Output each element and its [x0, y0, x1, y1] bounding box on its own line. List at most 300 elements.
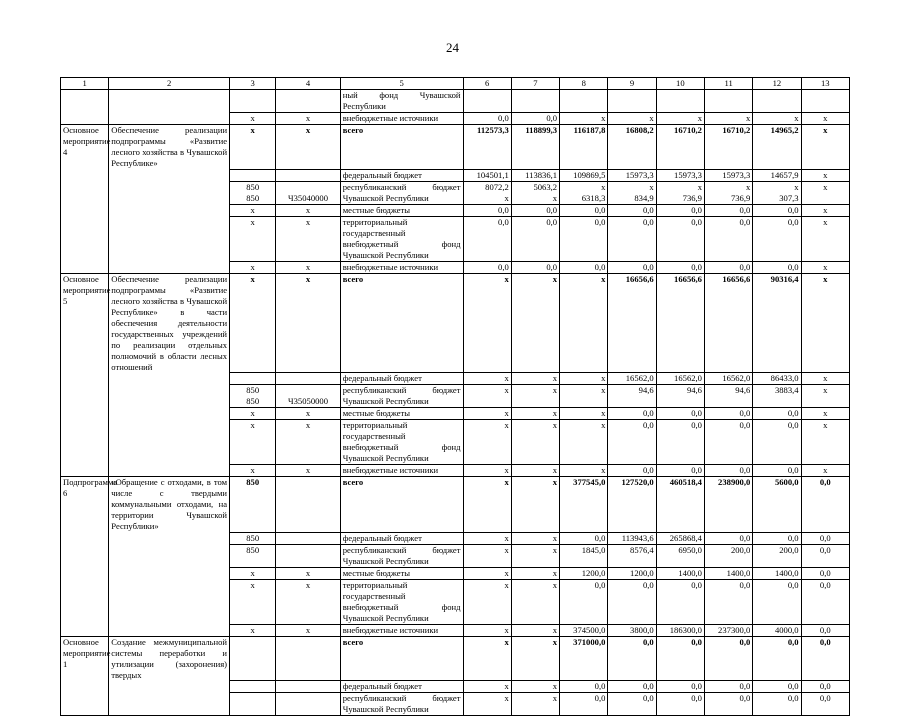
value-cell [230, 681, 276, 693]
value-cell [276, 169, 340, 181]
description-cell [109, 579, 230, 624]
description-cell [109, 216, 230, 261]
value-cell: 0,0 [656, 216, 704, 261]
column-header: 5 [340, 78, 463, 90]
value-cell [230, 373, 276, 385]
value-cell: 8576,4 [608, 544, 656, 567]
value-cell: 0,0 [801, 693, 849, 716]
value-cell: x [511, 579, 559, 624]
value-cell: x [230, 579, 276, 624]
value-cell: 0,0 [801, 544, 849, 567]
value-cell [276, 681, 340, 693]
value-cell: 16562,0 [704, 373, 752, 385]
value-cell: 6950,0 [656, 544, 704, 567]
value-cell: 15973,3 [656, 169, 704, 181]
value-cell: 0,0 [463, 113, 511, 125]
value-cell: x [560, 273, 608, 373]
source-cell: внебюджетные источники [340, 261, 463, 273]
program-cell [61, 567, 109, 579]
value-cell: 0,0 [704, 636, 752, 681]
value-cell: x [801, 261, 849, 273]
value-cell: 0,0 [801, 567, 849, 579]
value-cell: x 307,3 [753, 181, 801, 204]
value-cell: x [560, 373, 608, 385]
value-cell: x [463, 579, 511, 624]
value-cell: 0,0 [560, 681, 608, 693]
program-cell [61, 693, 109, 716]
value-cell: x [511, 681, 559, 693]
value-cell: 0,0 [704, 532, 752, 544]
value-cell: 460518,4 [656, 477, 704, 533]
value-cell: 112573,3 [463, 125, 511, 170]
value-cell: 0,0 [656, 261, 704, 273]
value-cell: 850 [230, 532, 276, 544]
value-cell: 5600,0 [753, 477, 801, 533]
value-cell: 186300,0 [656, 624, 704, 636]
column-header: 6 [463, 78, 511, 90]
value-cell: x [511, 465, 559, 477]
description-cell [109, 204, 230, 216]
value-cell: 0,0 [511, 261, 559, 273]
description-cell [109, 113, 230, 125]
value-cell [608, 90, 656, 113]
value-cell: x 736,9 [704, 181, 752, 204]
value-cell: 16656,6 [656, 273, 704, 373]
column-header: 9 [608, 78, 656, 90]
program-cell [61, 385, 109, 408]
value-cell: 0,0 [753, 261, 801, 273]
value-cell: x [230, 113, 276, 125]
value-cell [463, 90, 511, 113]
table-row [61, 408, 850, 420]
value-cell: x [704, 113, 752, 125]
value-cell: 0,0 [801, 579, 849, 624]
value-cell: Ч35040000 [276, 181, 340, 204]
value-cell: x [276, 465, 340, 477]
value-cell: x [511, 273, 559, 373]
table-row [61, 385, 850, 408]
value-cell: 116187,8 [560, 125, 608, 170]
value-cell: 0,0 [511, 113, 559, 125]
value-cell: x 6318,3 [560, 181, 608, 204]
value-cell: 0,0 [704, 465, 752, 477]
table-row [61, 579, 850, 624]
value-cell: 0,0 [753, 408, 801, 420]
value-cell: 0,0 [560, 261, 608, 273]
source-cell: республиканский бюджет Чувашской Республики [340, 181, 463, 204]
value-cell [276, 477, 340, 533]
value-cell [276, 532, 340, 544]
value-cell [276, 90, 340, 113]
source-cell: внебюджетные источники [340, 624, 463, 636]
source-cell: местные бюджеты [340, 204, 463, 216]
value-cell: x [560, 385, 608, 408]
description-cell [109, 169, 230, 181]
value-cell: 0,0 [656, 465, 704, 477]
value-cell: x [463, 420, 511, 465]
value-cell: x [230, 408, 276, 420]
program-cell: Основное мероприятие 1 [61, 636, 109, 681]
source-cell: внебюджетные источники [340, 465, 463, 477]
value-cell: x [511, 544, 559, 567]
value-cell: 200,0 [753, 544, 801, 567]
value-cell [276, 636, 340, 681]
table-row [61, 169, 850, 181]
value-cell: 0,0 [656, 681, 704, 693]
source-cell: всего [340, 125, 463, 170]
value-cell [511, 90, 559, 113]
value-cell: x [463, 532, 511, 544]
source-cell: федеральный бюджет [340, 169, 463, 181]
value-cell: 5063,2 x [511, 181, 559, 204]
value-cell: 14657,9 [753, 169, 801, 181]
value-cell: x [656, 113, 704, 125]
program-cell [61, 261, 109, 273]
value-cell: 0,0 [560, 693, 608, 716]
program-cell: Основное мероприятие 5 [61, 273, 109, 373]
budget-table [60, 77, 850, 716]
description-cell [109, 90, 230, 113]
value-cell: x [511, 624, 559, 636]
value-cell: 0,0 [463, 204, 511, 216]
value-cell: 0,0 [801, 636, 849, 681]
program-cell [61, 420, 109, 465]
value-cell: x [801, 385, 849, 408]
source-cell: всего [340, 477, 463, 533]
value-cell: 0,0 [463, 216, 511, 261]
value-cell: x [276, 567, 340, 579]
description-cell [109, 681, 230, 693]
column-header: 11 [704, 78, 752, 90]
source-cell: ный фонд Чувашской Республики [340, 90, 463, 113]
value-cell: 0,0 [608, 261, 656, 273]
table-row [61, 204, 850, 216]
column-header: 12 [753, 78, 801, 90]
value-cell: x [801, 125, 849, 170]
value-cell: 0,0 [608, 204, 656, 216]
value-cell: x [801, 465, 849, 477]
value-cell [656, 90, 704, 113]
value-cell: x [463, 681, 511, 693]
description-cell [109, 373, 230, 385]
value-cell: 0,0 [560, 216, 608, 261]
value-cell: x [230, 261, 276, 273]
value-cell: 237300,0 [704, 624, 752, 636]
value-cell: x [511, 420, 559, 465]
description-cell [109, 181, 230, 204]
column-header: 3 [230, 78, 276, 90]
value-cell: x [801, 181, 849, 204]
value-cell: 0,0 [463, 261, 511, 273]
value-cell [276, 693, 340, 716]
value-cell: 0,0 [560, 532, 608, 544]
source-cell: республиканский бюджет Чувашской Республики [340, 544, 463, 567]
value-cell: x [276, 113, 340, 125]
value-cell: 0,0 [753, 465, 801, 477]
value-cell: x [463, 273, 511, 373]
value-cell: 15973,3 [608, 169, 656, 181]
description-cell: Обеспечение реализации подпрограммы «Развитие лесного хозяйства в Чувашской Республике» в части обеспечения деятельности государственных учреждений по реализации отдельных полномочий в области лесных отношений [109, 273, 230, 373]
value-cell: x [276, 273, 340, 373]
page-number: 24 [446, 40, 459, 55]
value-cell: x 736,9 [656, 181, 704, 204]
source-cell: федеральный бюджет [340, 373, 463, 385]
table-row [61, 636, 850, 681]
column-header: 10 [656, 78, 704, 90]
value-cell: 0,0 [608, 216, 656, 261]
value-cell: 1400,0 [704, 567, 752, 579]
value-cell: x [230, 567, 276, 579]
program-cell: Подпрограмма 6 [61, 477, 109, 533]
value-cell: 265868,4 [656, 532, 704, 544]
value-cell: 0,0 [704, 261, 752, 273]
value-cell: 0,0 [753, 681, 801, 693]
program-cell [61, 465, 109, 477]
column-header: 8 [560, 78, 608, 90]
source-cell: территориальный государственный внебюджетный фонд Чувашской Республики [340, 579, 463, 624]
value-cell: 0,0 [608, 579, 656, 624]
value-cell: x [511, 693, 559, 716]
value-cell: 8072,2 x [463, 181, 511, 204]
value-cell: x [276, 261, 340, 273]
value-cell [230, 169, 276, 181]
value-cell: 0,0 [704, 693, 752, 716]
value-cell: 0,0 [608, 693, 656, 716]
value-cell: 0,0 [753, 532, 801, 544]
value-cell: x 834,9 [608, 181, 656, 204]
value-cell: x [230, 624, 276, 636]
value-cell: 0,0 [753, 636, 801, 681]
value-cell: 0,0 [704, 408, 752, 420]
value-cell: 0,0 [801, 624, 849, 636]
value-cell: 0,0 [704, 204, 752, 216]
program-cell [61, 181, 109, 204]
source-cell: местные бюджеты [340, 567, 463, 579]
value-cell: 0,0 [560, 204, 608, 216]
value-cell: x [560, 420, 608, 465]
value-cell: 0,0 [656, 579, 704, 624]
value-cell [276, 544, 340, 567]
value-cell: 94,6 [656, 385, 704, 408]
column-header: 4 [276, 78, 340, 90]
table-row [61, 693, 850, 716]
value-cell: x [511, 477, 559, 533]
value-cell: x [230, 273, 276, 373]
value-cell: x [276, 216, 340, 261]
value-cell: x [801, 408, 849, 420]
value-cell: x [463, 624, 511, 636]
program-cell [61, 579, 109, 624]
value-cell: 113836,1 [511, 169, 559, 181]
program-cell [61, 624, 109, 636]
table-row [61, 465, 850, 477]
value-cell: x [801, 169, 849, 181]
value-cell: 16656,6 [608, 273, 656, 373]
value-cell [704, 90, 752, 113]
value-cell [801, 90, 849, 113]
value-cell: 94,6 [704, 385, 752, 408]
value-cell: x [463, 465, 511, 477]
value-cell: 0,0 [753, 216, 801, 261]
value-cell: 1400,0 [656, 567, 704, 579]
value-cell: 0,0 [801, 532, 849, 544]
header-row [61, 78, 850, 90]
value-cell: 16710,2 [656, 125, 704, 170]
program-cell [61, 373, 109, 385]
value-cell: x [801, 420, 849, 465]
value-cell: x [560, 113, 608, 125]
program-cell [61, 408, 109, 420]
value-cell: 0,0 [704, 216, 752, 261]
value-cell: x [560, 465, 608, 477]
program-cell [61, 90, 109, 113]
value-cell: 0,0 [801, 477, 849, 533]
value-cell: Ч35050000 [276, 385, 340, 408]
value-cell: 0,0 [704, 579, 752, 624]
value-cell: 0,0 [511, 204, 559, 216]
value-cell: 90316,4 [753, 273, 801, 373]
table-row [61, 624, 850, 636]
value-cell: x [463, 373, 511, 385]
value-cell [230, 693, 276, 716]
value-cell: 0,0 [608, 420, 656, 465]
table-row [61, 90, 850, 113]
value-cell: 3883,4 [753, 385, 801, 408]
value-cell: 238900,0 [704, 477, 752, 533]
description-cell [109, 261, 230, 273]
column-header: 13 [801, 78, 849, 90]
value-cell: 0,0 [608, 681, 656, 693]
table-row [61, 681, 850, 693]
value-cell: 1200,0 [560, 567, 608, 579]
value-cell [276, 373, 340, 385]
value-cell: x [463, 477, 511, 533]
value-cell: 0,0 [656, 204, 704, 216]
value-cell: 16710,2 [704, 125, 752, 170]
description-cell [109, 567, 230, 579]
value-cell: 0,0 [753, 693, 801, 716]
value-cell: 371000,0 [560, 636, 608, 681]
value-cell: x [801, 216, 849, 261]
value-cell: 0,0 [753, 420, 801, 465]
table-row [61, 420, 850, 465]
table-row [61, 532, 850, 544]
value-cell: x [463, 385, 511, 408]
value-cell: x [511, 385, 559, 408]
value-cell: x [276, 204, 340, 216]
value-cell: x [230, 420, 276, 465]
value-cell: 850 850 [230, 385, 276, 408]
value-cell: x [463, 567, 511, 579]
value-cell: x [753, 113, 801, 125]
value-cell: 0,0 [656, 636, 704, 681]
table-row [61, 373, 850, 385]
value-cell: x [230, 204, 276, 216]
value-cell: 850 [230, 544, 276, 567]
value-cell: 1845,0 [560, 544, 608, 567]
value-cell: x [230, 465, 276, 477]
value-cell: 0,0 [753, 204, 801, 216]
value-cell: x [511, 373, 559, 385]
value-cell: x [276, 579, 340, 624]
value-cell: 15973,3 [704, 169, 752, 181]
program-cell [61, 216, 109, 261]
program-cell [61, 113, 109, 125]
description-cell [109, 420, 230, 465]
value-cell: 118899,3 [511, 125, 559, 170]
description-cell [109, 465, 230, 477]
value-cell: x [463, 544, 511, 567]
program-cell [61, 681, 109, 693]
value-cell: x [801, 273, 849, 373]
value-cell: 374500,0 [560, 624, 608, 636]
value-cell: x [230, 125, 276, 170]
value-cell [230, 636, 276, 681]
value-cell: 0,0 [608, 636, 656, 681]
program-cell [61, 544, 109, 567]
table-row [61, 544, 850, 567]
table-row [61, 216, 850, 261]
program-cell [61, 204, 109, 216]
source-cell: республиканский бюджет Чувашской Республики [340, 693, 463, 716]
description-cell [109, 385, 230, 408]
description-cell [109, 408, 230, 420]
value-cell: 104501,1 [463, 169, 511, 181]
description-cell: «Обращение с отходами, в том числе с твердыми коммунальными отходами, на территории Чувашской Республики» [109, 477, 230, 533]
value-cell: 113943,6 [608, 532, 656, 544]
source-cell: всего [340, 636, 463, 681]
value-cell: 16562,0 [608, 373, 656, 385]
value-cell: x [276, 125, 340, 170]
value-cell: 0,0 [656, 693, 704, 716]
value-cell: 0,0 [704, 420, 752, 465]
source-cell: республиканский бюджет Чувашской Республики [340, 385, 463, 408]
value-cell: x [801, 373, 849, 385]
value-cell: x [463, 636, 511, 681]
description-cell [109, 532, 230, 544]
source-cell: территориальный государственный внебюджетный фонд Чувашской Республики [340, 420, 463, 465]
table-row [61, 567, 850, 579]
value-cell: 14965,2 [753, 125, 801, 170]
program-cell [61, 532, 109, 544]
value-cell: 16656,6 [704, 273, 752, 373]
description-cell [109, 624, 230, 636]
value-cell: 86433,0 [753, 373, 801, 385]
value-cell: 16808,2 [608, 125, 656, 170]
table-row [61, 181, 850, 204]
value-cell: x [511, 532, 559, 544]
table-row [61, 477, 850, 533]
description-cell: Обеспечение реализации подпрограммы «Развитие лесного хозяйства в Чувашской Республике» [109, 125, 230, 170]
column-header: 1 [61, 78, 109, 90]
value-cell: 0,0 [608, 465, 656, 477]
description-cell [109, 544, 230, 567]
value-cell: x [276, 408, 340, 420]
value-cell: x [801, 204, 849, 216]
value-cell: 0,0 [656, 420, 704, 465]
table-row [61, 273, 850, 373]
value-cell: x [511, 408, 559, 420]
value-cell: 127520,0 [608, 477, 656, 533]
value-cell: x [511, 636, 559, 681]
value-cell: 1400,0 [753, 567, 801, 579]
table-row [61, 261, 850, 273]
value-cell: 850 850 [230, 181, 276, 204]
value-cell: x [276, 420, 340, 465]
value-cell: 0,0 [608, 408, 656, 420]
value-cell: x [511, 567, 559, 579]
value-cell: x [608, 113, 656, 125]
